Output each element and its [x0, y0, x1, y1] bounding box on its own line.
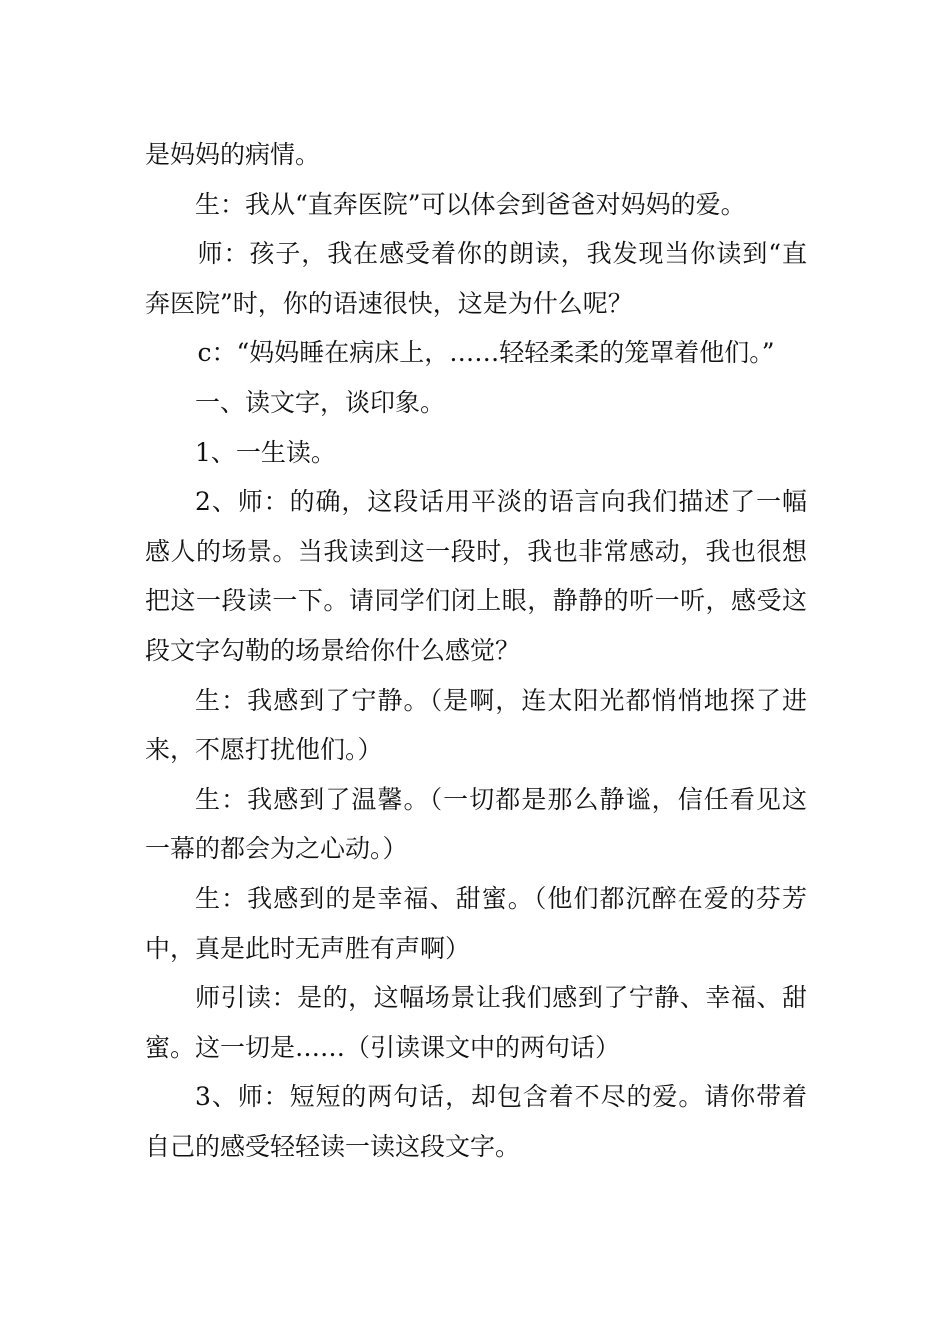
section-heading: 一、读文字，谈印象。 [195, 387, 446, 417]
paragraph: 师引读：是的，这幅场景让我们感到了宁静、幸福、甜蜜。这一切是……（引读课文中的两句话） [145, 983, 807, 1062]
paragraph: 2、师：的确，这段话用平淡的语言向我们描述了一幅感人的场景。当我读到这一段时，我也非常感动，我也很想把这一段读一下。请同学们闭上眼，静静的听一听，感受这段文字勾勒的场景给你什么感觉？ [145, 487, 807, 665]
paragraph: 1、一生读。 [195, 437, 336, 467]
document-body [145, 130, 807, 1171]
paragraph: 生：我从“直奔医院”可以体会到爸爸对妈妈的爱。 [195, 189, 746, 219]
paragraph: 3、师：短短的两句话，却包含着不尽的爱。请你带着自己的感受轻轻读一读这段文字。 [145, 1082, 807, 1161]
paragraph: 生：我感到了宁静。（是啊，连太阳光都悄悄地探了进来，不愿打扰他们。） [145, 685, 807, 765]
paragraph: 生：我感到的是幸福、甜蜜。（他们都沉醉在爱的芬芳中，真是此时无声胜有声啊） [145, 883, 807, 963]
paragraph: 师：孩子，我在感受着你的朗读，我发现当你读到“直奔医院”时，你的语速很快，这是为什么呢？ [145, 239, 807, 318]
paragraph: c：“妈妈睡在病床上，……轻轻柔柔的笼罩着他们。” [197, 338, 775, 368]
paragraph: 是妈妈的病情。 [145, 140, 321, 169]
paragraph: 生：我感到了温馨。（一切都是那么静谧，信任看见这一幕的都会为之心动。） [145, 784, 807, 864]
